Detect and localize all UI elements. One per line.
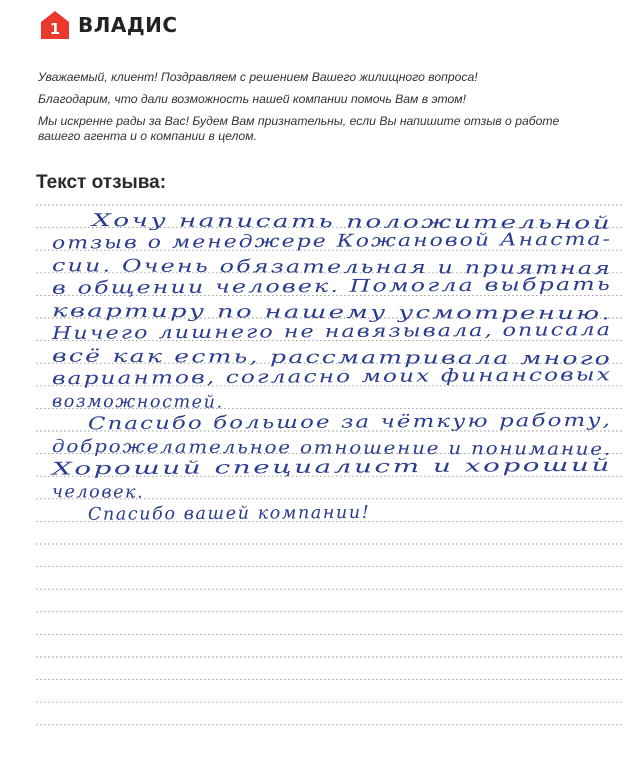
handwritten-line: доброжелательное отношение и понимание. (51, 437, 546, 460)
handwritten-line: всё как есть, рассматривала много (51, 346, 445, 369)
handwritten-line: Спасибо большое за чёткую работу, (87, 411, 489, 435)
handwritten-line: сии. Очень обязательная и приятная (51, 256, 464, 279)
handwritten-line: возможностей. (51, 391, 224, 413)
intro-greeting: Уважаемый, клиент! Поздравляем с решением Вашего жилищного вопроса! (38, 70, 478, 84)
handwritten-line: Спасибо вашей компании! (87, 502, 371, 525)
handwritten-line: вариантов, согласно моих финансовых (51, 366, 475, 390)
brand-name: ВЛАДИС (78, 13, 178, 37)
handwritten-line: человек. (51, 482, 145, 503)
intro-request: Мы искренне рады за Вас! Будем Вам признательны, если Вы напишите отзыв о работе вашего агента и о компании в целом. (38, 114, 560, 143)
handwritten-line: Хочу написать положительной (91, 211, 437, 233)
handwritten-line: отзыв о менеджере Кожановой Анаста- (51, 230, 498, 254)
logo-badge-number: 1 (49, 20, 61, 38)
intro-thanks: Благодарим, что дали возможность нашей компании помочь Вам в этом! (38, 92, 467, 106)
handwritten-line: квартиру по нашему усмотрению. (51, 301, 431, 324)
review-heading: Текст отзыва: (36, 172, 167, 193)
handwritten-line: Хороший специалист и хороший (51, 457, 405, 480)
handwritten-line: Ничего лишнего не навязывала, описала (51, 320, 493, 344)
handwritten-line: в общении человек. Помогла выбрать (51, 275, 466, 299)
